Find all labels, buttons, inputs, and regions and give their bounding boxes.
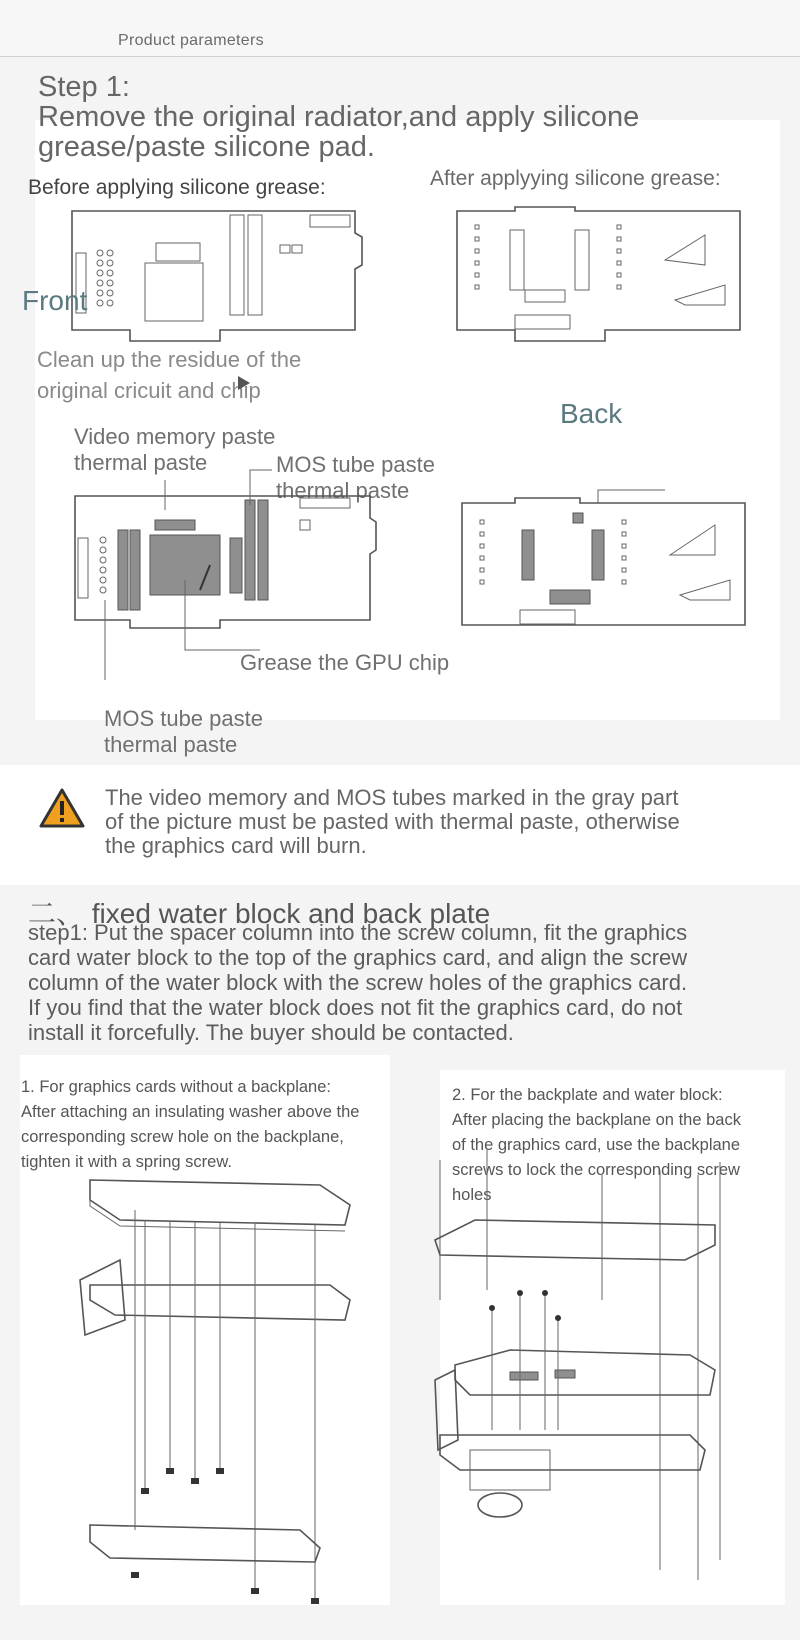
section2-line1: step1: Put the spacer column into the screw column, fit the graphics	[28, 920, 688, 945]
warning-triangle-icon	[38, 787, 86, 829]
right-caption-line3: of the graphics card, use the backplane	[452, 1136, 741, 1154]
mos-top-line1: MOS tube paste	[276, 452, 435, 477]
warning-line2: of the picture must be pasted with thermal paste, otherwise	[105, 809, 680, 834]
left-caption	[21, 1075, 401, 1175]
mos-bottom-line2: thermal paste	[104, 732, 238, 757]
left-caption-line1: 1. For graphics cards without a backplane:	[21, 1078, 331, 1096]
left-caption-line2: After attaching an insulating washer above the	[21, 1103, 360, 1121]
mos-top-line2: thermal paste	[276, 478, 410, 503]
clean-line2: original cricuit and chip	[37, 378, 261, 403]
after-label: After applyying silicone grease:	[430, 167, 721, 190]
section2-line2: card water block to the top of the graphics card, and align the screw	[28, 945, 688, 970]
step1-title-line3: grease/paste silicone pad.	[38, 131, 375, 163]
mos-bottom-line1: MOS tube paste	[104, 706, 263, 731]
warning-line3: the graphics card will burn.	[105, 833, 367, 858]
section2-body	[28, 920, 793, 1045]
section2-line3: column of the water block with the screw holes of the graphics card.	[28, 970, 688, 995]
back-board-after	[460, 495, 760, 640]
warning-line1: The video memory and MOS tubes marked in the gray part	[105, 785, 679, 810]
section2-title: 二、 fixed water block and back plate	[28, 898, 491, 929]
header-title: Product parameters	[118, 32, 264, 49]
section2-line5: install it forcefully. The buyer should be contacted.	[28, 1020, 514, 1045]
step1-title-line1: Step 1:	[38, 71, 130, 103]
right-caption-line5: holes	[452, 1186, 492, 1204]
clean-line1: Clean up the residue of the	[37, 347, 302, 372]
leader-lines	[0, 0, 800, 760]
before-label: Before applying silicone grease:	[28, 176, 326, 199]
section2-line4: If you find that the water block does not fit the graphics card, do not	[28, 995, 683, 1020]
video-mem-line1: Video memory paste	[74, 424, 276, 449]
left-caption-line4: tighten it with a spring screw.	[21, 1153, 232, 1171]
right-caption-line1: 2. For the backplate and water block:	[452, 1086, 723, 1104]
back-label: Back	[560, 398, 623, 429]
right-caption-line2: After placing the backplane on the back	[452, 1111, 741, 1129]
video-mem-line2: thermal paste	[74, 450, 208, 475]
right-caption-line4: screws to lock the corresponding screw	[452, 1161, 740, 1179]
grease-gpu-label: Grease the GPU chip	[240, 650, 450, 675]
right-exploded-diagram	[430, 1150, 770, 1610]
mos-bottom-label	[104, 706, 263, 758]
step1-title-line2: Remove the original radiator,and apply silicone	[38, 101, 640, 133]
front-label: Front	[22, 285, 88, 316]
left-exploded-diagram	[60, 1170, 380, 1610]
warning-text	[105, 786, 785, 858]
left-caption-line3: corresponding screw hole on the backplane,	[21, 1128, 344, 1146]
